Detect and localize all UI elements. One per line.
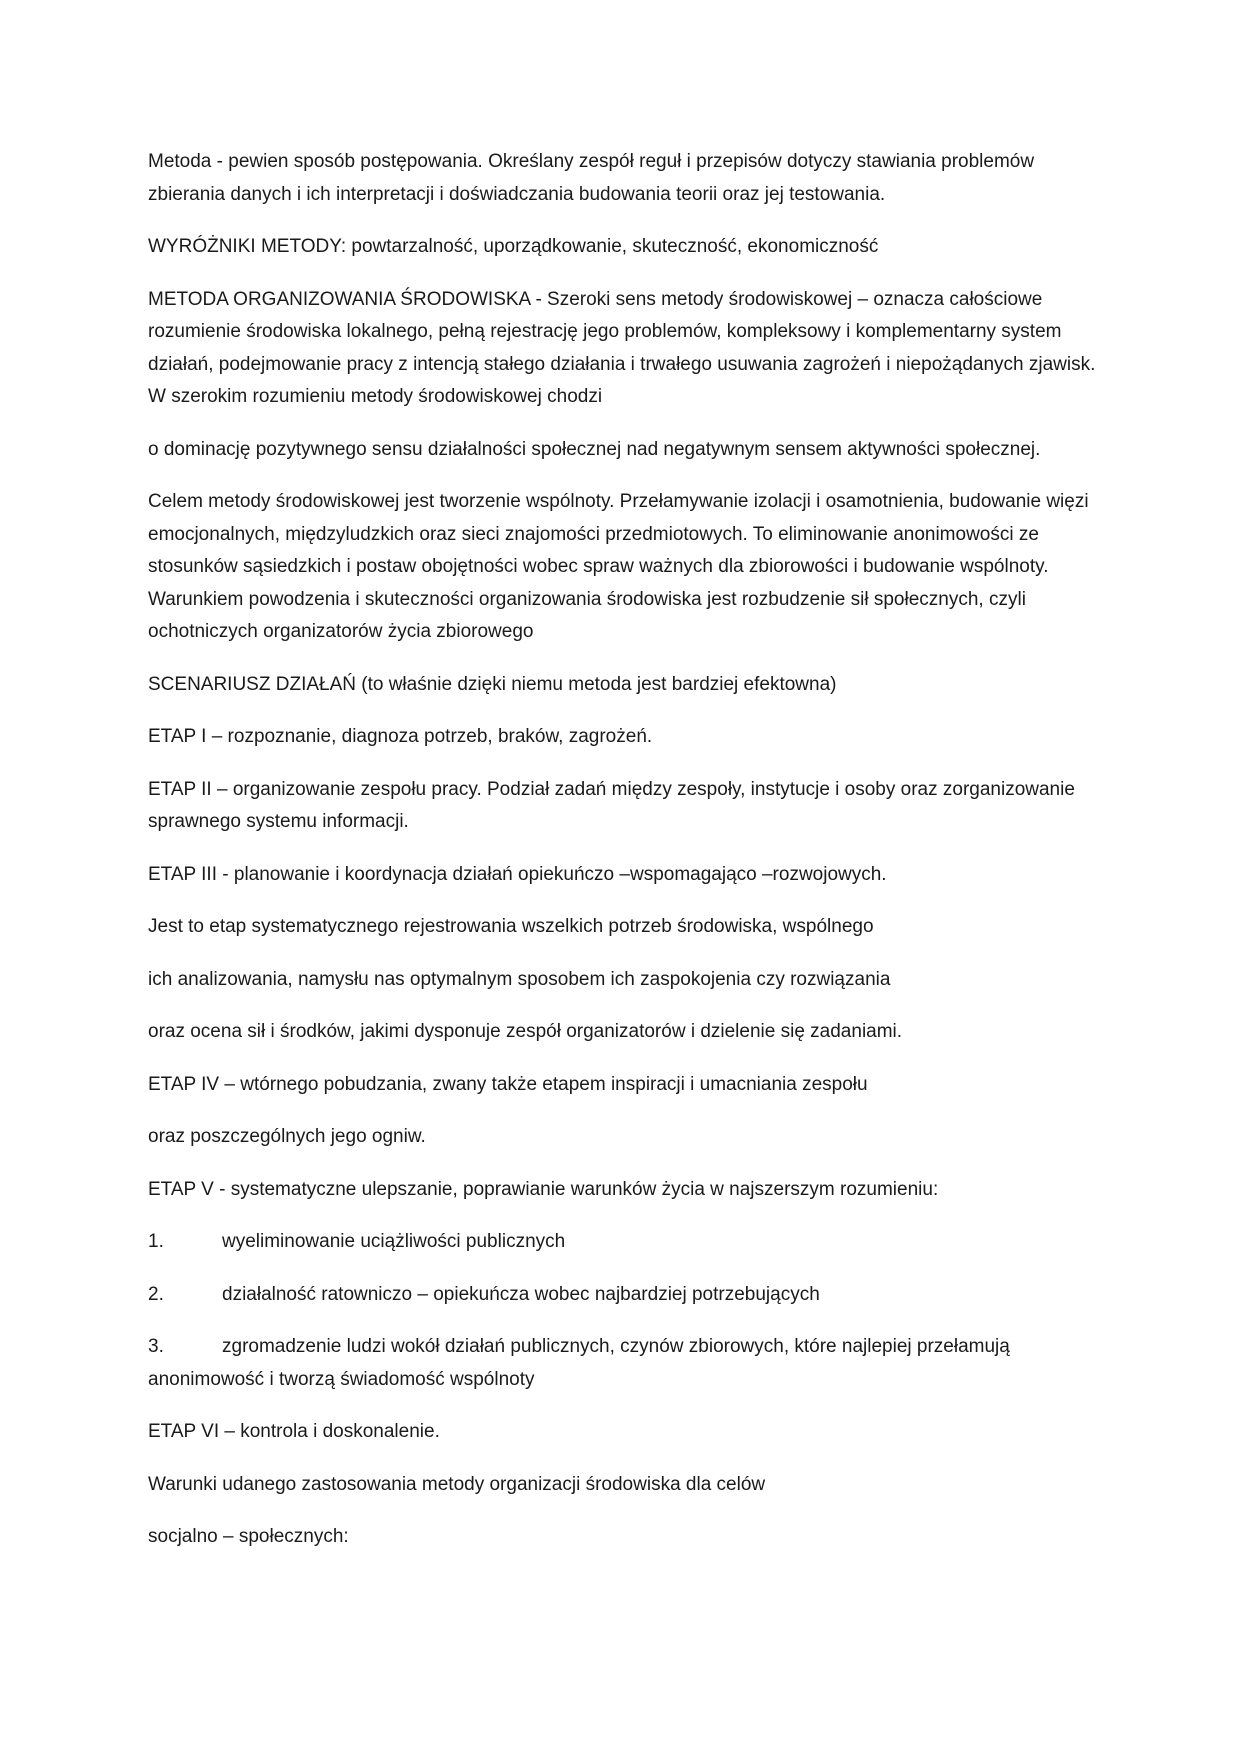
paragraph-stage-3-line-2: ich analizowania, namysłu nas optymalnym sposobem ich zaspokojenia czy rozwiązania <box>148 968 891 990</box>
paragraph-stage-2: ETAP II – organizowanie zespołu pracy. Podział zadań między zespoły, instytucje i osoby oraz zorganizowanie sprawnego systemu informacji. <box>148 778 1075 832</box>
paragraph-definition: Metoda - pewien sposób postępowania. Określany zespół reguł i przepisów dotyczy stawiania problemów zbierania danych i ich interpretacji i doświadczania budowania teorii oraz jej testowania. <box>148 151 1035 205</box>
paragraph-scenario-heading: SCENARIUSZ DZIAŁAŃ (to właśnie dzięki niemu metoda jest bardziej efektowna) <box>148 673 837 695</box>
paragraph-stage-4: ETAP IV – wtórnego pobudzania, zwany także etapem inspiracji i umacniania zespołu <box>148 1073 868 1095</box>
paragraph-stage-5: ETAP V - systematyczne ulepszanie, poprawianie warunków życia w najszerszym rozumieniu: <box>148 1178 939 1200</box>
list-item <box>148 1331 1098 1396</box>
list-number: 1. <box>148 1231 164 1252</box>
list-number: 2. <box>148 1283 164 1305</box>
paragraph-stage-6: ETAP VI – kontrola i doskonalenie. <box>148 1421 440 1442</box>
paragraph-stage-4-line-2: oraz poszczególnych jego ogniw. <box>148 1126 426 1147</box>
list-item <box>148 1279 1098 1312</box>
list-number: 3. <box>148 1336 164 1357</box>
list-text: działalność ratowniczo – opiekuńcza wobec najbardziej potrzebujących <box>222 1283 820 1305</box>
list-text: wyeliminowanie uciążliwości publicznych <box>222 1231 566 1252</box>
paragraph-stage-3-line-1: Jest to etap systematycznego rejestrowania wszelkich potrzeb środowiska, wspólnego <box>148 916 874 937</box>
paragraph-dominance: o dominację pozytywnego sensu działalności społecznej nad negatywnym sensem aktywności społecznej. <box>148 438 1041 460</box>
paragraph-conditions-end: socjalno – społecznych: <box>148 1526 349 1547</box>
paragraph-method-organizing: METODA ORGANIZOWANIA ŚRODOWISKA - Szeroki sens metody środowiskowej – oznacza całościowe rozumienie środowiska lokalnego, pełną rejestrację jego problemów, kompleksowy i komplementarny system działań, podejmowanie pracy z intencją stałego działania i trwałego usuwania zagrożeń i niepożądanych zjawisk. W szerokim rozumieniu metody środowiskowej chodzi <box>148 288 1096 407</box>
document-body <box>148 146 1098 1574</box>
list-item <box>148 1226 1098 1259</box>
list-text: zgromadzenie ludzi wokół działań publicznych, czynów zbiorowych, które najlepiej przełamują anonimowość i tworzą świadomość wspólnoty <box>148 1336 1010 1390</box>
paragraph-stage-1: ETAP I – rozpoznanie, diagnoza potrzeb, braków, zagrożeń. <box>148 726 653 747</box>
paragraph-features: WYRÓŻNIKI METODY: powtarzalność, uporządkowanie, skuteczność, ekonomiczność <box>148 236 879 257</box>
paragraph-stage-3: ETAP III - planowanie i koordynacja działań opiekuńczo –wspomagająco –rozwojowych. <box>148 863 887 885</box>
paragraph-conditions: Warunki udanego zastosowania metody organizacji środowiska dla celów <box>148 1473 766 1495</box>
paragraph-stage-3-line-3: oraz ocena sił i środków, jakimi dysponuje zespół organizatorów i dzielenie się zadaniami. <box>148 1021 903 1042</box>
paragraph-goal: Celem metody środowiskowej jest tworzenie wspólnoty. Przełamywanie izolacji i osamotnienia, budowanie więzi emocjonalnych, międzyludzkich oraz sieci znajomości przedmiotowych. To eliminowanie anonimowości ze stosunków sąsiedzkich i postaw obojętności wobec spraw ważnych dla zbiorowości i budowanie wspólnoty. Warunkiem powodzenia i skuteczności organizowania środowiska jest rozbudzenie sił społecznych, czyli ochotniczych organizatorów życia zbiorowego <box>148 491 1089 642</box>
